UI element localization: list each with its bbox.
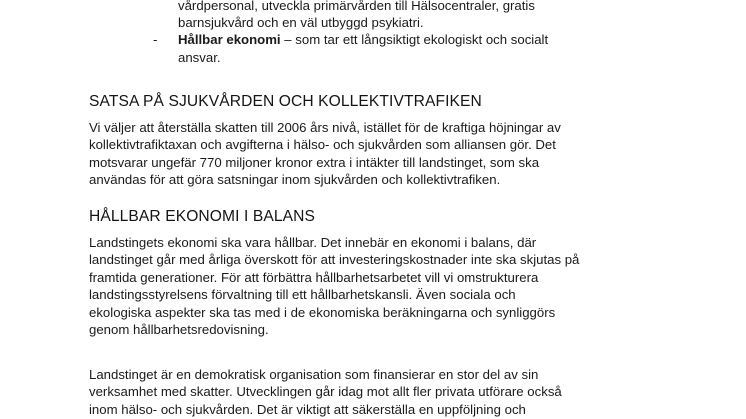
bullet-line xyxy=(178,31,548,48)
paragraph-line: inom hälso- och sjukvården. Det är viktigt att säkerställa en uppföljning och xyxy=(89,401,526,417)
bullet-bold-term: Hållbar ekonomi xyxy=(178,32,281,47)
list-item xyxy=(158,0,628,14)
paragraph-line: landstingsstyrelsens förvaltning till ett hållbarhetskansli. Även sociala och xyxy=(89,287,516,303)
bullet-dash: - xyxy=(153,32,158,47)
bullet-line: barnsjukvård och en väl utbyggd psykiatri. xyxy=(178,15,424,30)
section-heading: SATSA PÅ SJUKVÅRDEN OCH KOLLEKTIVTRAFIKEN xyxy=(89,93,482,110)
paragraph-line: Landstinget är en demokratisk organisation som finansierar en stor del av sin xyxy=(89,367,539,382)
section-heading: HÅLLBAR EKONOMI I BALANS xyxy=(89,208,315,225)
paragraph-line: Vi väljer att återställa skatten till 2006 års nivå, istället för de kraftiga höjningar av xyxy=(89,120,561,135)
section-paragraph xyxy=(89,234,729,338)
bullet-line: ansvar. xyxy=(178,50,221,65)
paragraph-line: framtida generationer. För att förbättra hållbarhetsarbetet vill vi omstrukturera xyxy=(89,269,539,285)
bullet-rest: – som tar ett långsiktigt ekologiskt och socialt xyxy=(280,32,549,47)
bullet-line: vårdpersonal, utveckla primärvården till Hälsocentraler, gratis xyxy=(178,0,535,13)
section-paragraph xyxy=(89,119,729,189)
paragraph-line: kollektivtrafiktaxan och avgifterna i hälso- och sjukvården som alliansen gör. Det xyxy=(89,137,556,153)
paragraph-line: verksamhet med skatter. Utvecklingen går idag mot allt fler privata utförare också xyxy=(89,384,562,400)
list-item xyxy=(158,14,628,31)
paragraph-line: Landstingets ekonomi ska vara hållbar. Det innebär en ekonomi i balans, där xyxy=(89,235,537,250)
paragraph-line: landstinget går med årliga överskott för att investeringskostnader inte ska skjutas på xyxy=(89,252,580,268)
list-item xyxy=(153,31,628,49)
bullet-list xyxy=(153,0,628,66)
paragraph-line: användas för att göra satsningar inom sjukvården och kollektivtrafiken. xyxy=(89,172,501,188)
paragraph-line: motsvarar ungefär 770 miljoner kronor extra i intäkter till landstinget, som ska xyxy=(89,154,540,170)
paragraph-line: ekologiska aspekter ska tas med i de ekonomiska beräkningarna och synliggörs xyxy=(89,304,556,320)
list-item xyxy=(158,49,628,66)
section-paragraph xyxy=(89,366,729,418)
paragraph-line: genom hållbarhetsredovisning. xyxy=(89,322,269,338)
